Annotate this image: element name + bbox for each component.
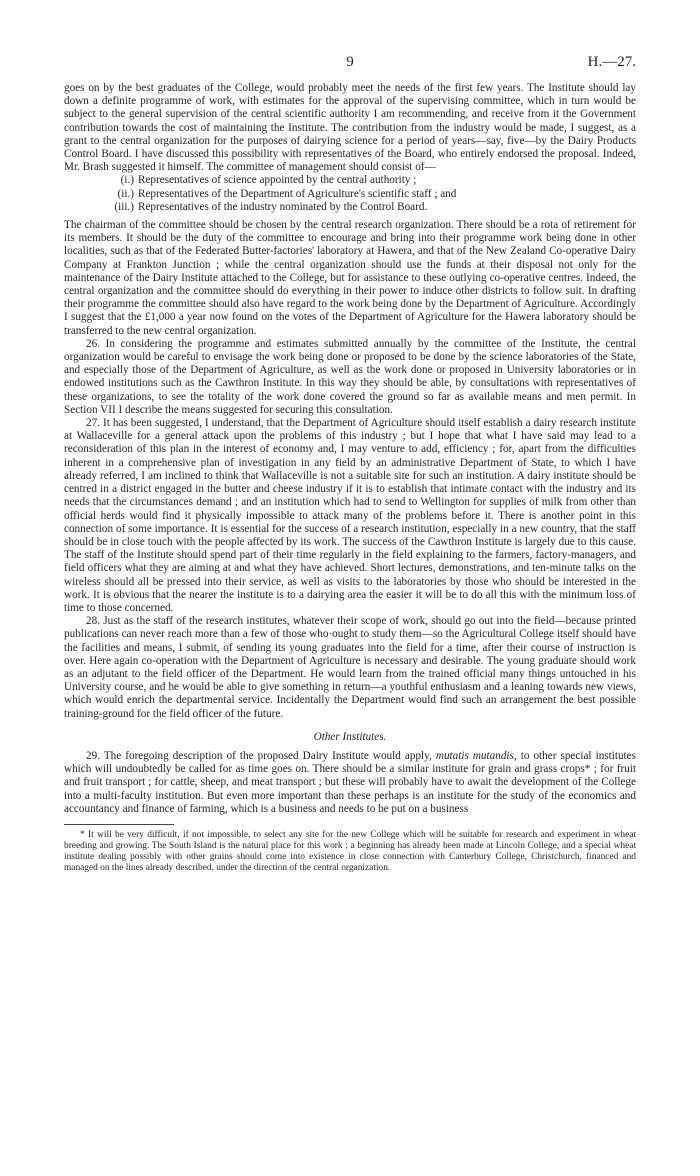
list-number: (ii.) [117,187,134,200]
paragraph-continued: goes on by the best graduates of the College, would probably meet the needs of the first few years. The Institute should lay down a definite programme of work, with estimates for the approval of the supervising committee, which in turn would be subject to the general supervision of the central scientific authority I am recommending, and receive from it the Government contribution towards the cost of maintaining the Institute. The contribution from the industry would be made, I suggest, as a grant to the central organization for the purposes of dairying science for a period of years—say, five—by the Dairy Products Control Board. I have discussed this possibility with representatives of the Board, who entirely endorsed the proposal. Indeed, Mr. Brash suggested it himself. The committee of management should consist of— [64,82,636,174]
paragraph-27: 27. It has been suggested, I understand, that the Department of Agriculture should itself establish a dairy research institute at Wallaceville for a general attack upon the problems of this industry ; but I hope that what I have said may lead to a reconsideration of this plan in the interest of economy and, I may venture to add, efficiency ; for, apart from the difficulties inherent in a comprehensive plan of investigation in any field by an administrative Department of State, to which I have already referred, I am inclined to think that Wallaceville is not a suitable site for such an institution. A dairy institute should be centred in a district engaged in the butter and cheese industry if it is to establish that intimate contact with the industry and its needs that the circumstances demand ; and an institution which had to send to Wellington for supplies of milk from other than official herds would find it physically impossible to attack many of the problems before it. There is another point in this connection of some importance. It is essential for the success of a research institution, especially in a new country, that the staff should be in close touch with the people affected by its work. The success of the Cawthron Institute is largely due to this cause. The staff of the Institute should spend part of their time regularly in the field explaining to the farmers, factory-managers, and field officers what they are aiming at and what they have achieved. Short lectures, demonstrations, and ten-minute talks on the wireless should all be pressed into their service, as well as visits to the laboratories by those who should be interested in the work. It is obvious that the nearer the institute is to a dairying area the easier it will be to do all this with the minimum loss of time to those concerned. [64,417,636,614]
paragraph-28: 28. Just as the staff of the research institutes, whatever their scope of work, should go out into the field—because printed publications can never reach more than a few of those who·ought to study them—so the Agricultural College itself should have the facilities and means, I submit, of sending its young graduates into the field for a time, after their course of instruction is over. Here again co-operation with the Department of Agriculture is necessary and desirable. The young graduate should work as an adjutant to the field officer of the Department. He would learn from the trained official many things untouched in his University course, and he would be able to give something in return—a youthful enthusiasm and a leaning towards new views, which would enrich the departmental service. Incidentally the Department would find such an arrangement the best possible training-ground for the field officer of the future. [64,615,636,720]
list-item [64,188,636,201]
list-number: (iii.) [114,200,134,213]
page-number: 9 [346,54,354,70]
list-text: Representatives of science appointed by the central authority ; [138,174,417,187]
paragraph-29: 29. The foregoing description of the proposed Dairy Institute would apply, mutatis mutandis, to other special institutes which will undoubtedly be called for as time goes on. There should be a similar institute for grain and grass crops* ; for fruit and fruit transport ; for cattle, sheep, and meat transport ; but these will probably have to await the development of the College into a multi-faculty institution. But even more important than these perhaps is an institute for the study of the economics and accountancy and finance of farming, which is a business and needs to be put on a business [64,749,636,815]
document-reference: H.—27. [587,54,636,70]
footnote: * It will be very difficult, if not impossible, to select any site for the new College which will be suitable for research and experiment in wheat breeding and growing. The South Island is the natural place for this work ; a beginning has already been made at Lincoln College, and a special wheat institute dealing possibly with other grains should come into existence in close connection with Canterbury College, Christchurch, financed and managed on the lines already described, under the direction of the central organization. [64,829,636,873]
committee-list [64,174,636,214]
footnote-divider [64,824,174,825]
paragraph-26: 26. In considering the programme and estimates submitted annually by the committee of the Institute, the central organization would be careful to envisage the work being done or proposed to be done by the science laboratories of the State, and especially those of the Department of Agriculture, as well as the work done or proposed in University laboratories or in endowed institutions such as the Cawthron Institute. In this way they should be able, by consultations with representatives of these organizations, to see the totality of the work done covered the ground so far as available means and men permit. In Section VII I describe the means suggested for securing this consultation. [64,337,636,416]
list-text: Representatives of the Department of Agriculture's scientific staff ; and [138,187,457,200]
list-number: (i.) [120,174,134,187]
paragraph-chairman: The chairman of the committee should be chosen by the central research organization. There should be a rota of retirement for its members. It should be the duty of the committee to encourage and bring into their programme work being done in other localities, such as that of the Federated Butter-factories' laboratory at Hawera, and that of the New Zealand Co-operative Dairy Company at Frankton Junction ; while the central organization should use the funds at their disposal not only for the maintenance of the Dairy Institute attached to the College, but for assistance to these outlying co-operative centres. Indeed, the central organization and the committee should do everything in their power to induce other districts to follow suit. In drafting their programme the committee should also have regard to the work being done by the Department of Agriculture. Accordingly I suggest that the £1,000 a year now found on the votes of the Department of Agriculture for the Hawera laboratory should be transferred to the new central organization. [64,219,636,337]
list-item [64,174,636,187]
body-text [64,82,636,874]
list-text: Representatives of the industry nominated by the Control Board. [138,200,428,213]
section-heading: Other Institutes. [313,730,387,743]
list-item [64,201,636,214]
